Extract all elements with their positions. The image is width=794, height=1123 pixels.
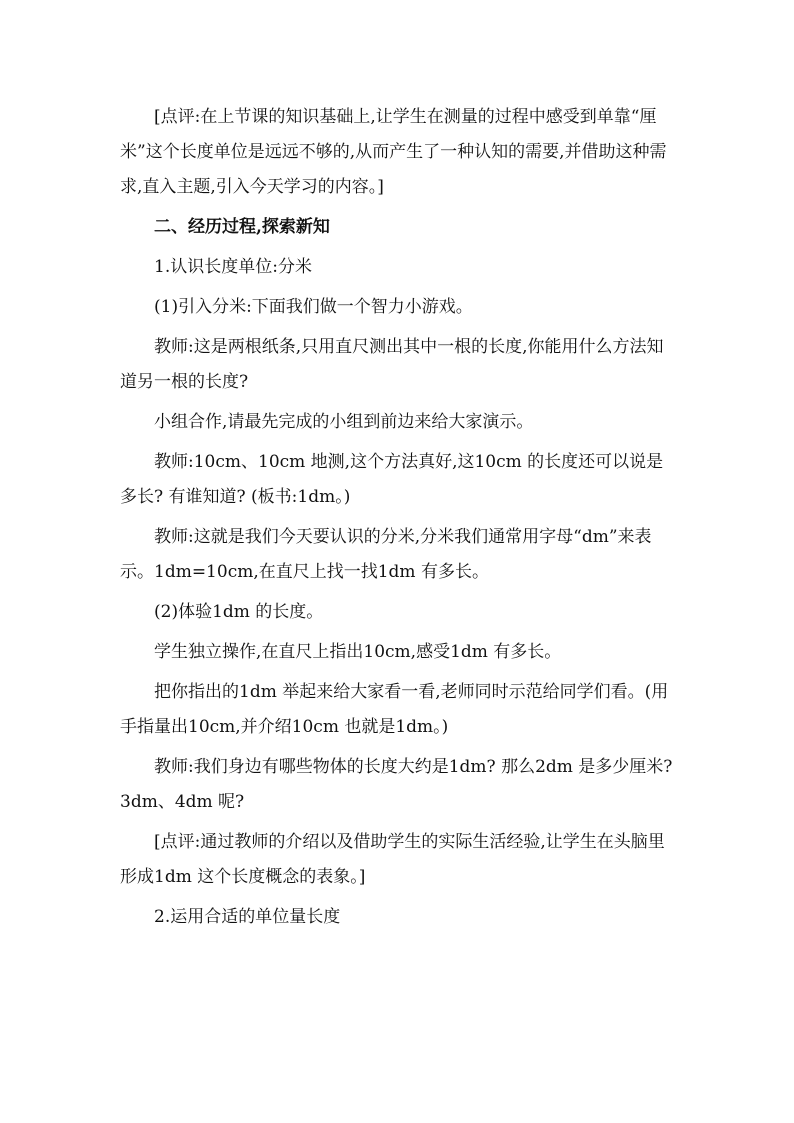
teacher-paragraph: 教师:这就是我们今天要认识的分米,分米我们通常用字母“dm”来表示。1dm=10cm,在直尺上找一找1dm 有多长。 [120, 527, 652, 582]
subsection-heading: 1.认识长度单位:分米 [154, 257, 312, 277]
document-body [120, 100, 680, 935]
subsection-heading: 2.运用合适的单位量长度 [154, 907, 341, 927]
body-paragraph: 小组合作,请最先完成的小组到前边来给大家演示。 [154, 412, 534, 432]
teacher-paragraph: 教师:这是两根纸条,只用直尺测出其中一根的长度,你能用什么方法知道另一根的长度? [120, 337, 664, 392]
section-heading: 二、经历过程,探索新知 [154, 217, 330, 237]
teacher-paragraph: 教师:我们身边有哪些物体的长度大约是1dm? 那么2dm 是多少厘米? 3dm、4dm 呢? [120, 757, 673, 812]
body-paragraph: 把你指出的1dm 举起来给大家看一看,老师同时示范给同学们看。(用手指量出10cm,并介绍10cm 也就是1dm。) [120, 682, 669, 737]
teacher-paragraph: 教师:10cm、10cm 地测,这个方法真好,这10cm 的长度还可以说是多长? 有谁知道? (板书:1dm。) [120, 452, 664, 507]
step-heading: (1)引入分米:下面我们做一个智力小游戏。 [154, 297, 473, 317]
step-heading: (2)体验1dm 的长度。 [154, 602, 324, 622]
body-paragraph: 学生独立操作,在直尺上指出10cm,感受1dm 有多长。 [154, 642, 562, 662]
comment-paragraph: [点评:通过教师的介绍以及借助学生的实际生活经验,让学生在头脑里形成1dm 这个长度概念的表象。] [120, 832, 665, 887]
comment-paragraph: [点评:在上节课的知识基础上,让学生在测量的过程中感受到单靠“厘米”这个长度单位是远远不够的,从而产生了一种认知的需要,并借助这种需求,直入主题,引入今天学习的内容。] [120, 107, 667, 197]
